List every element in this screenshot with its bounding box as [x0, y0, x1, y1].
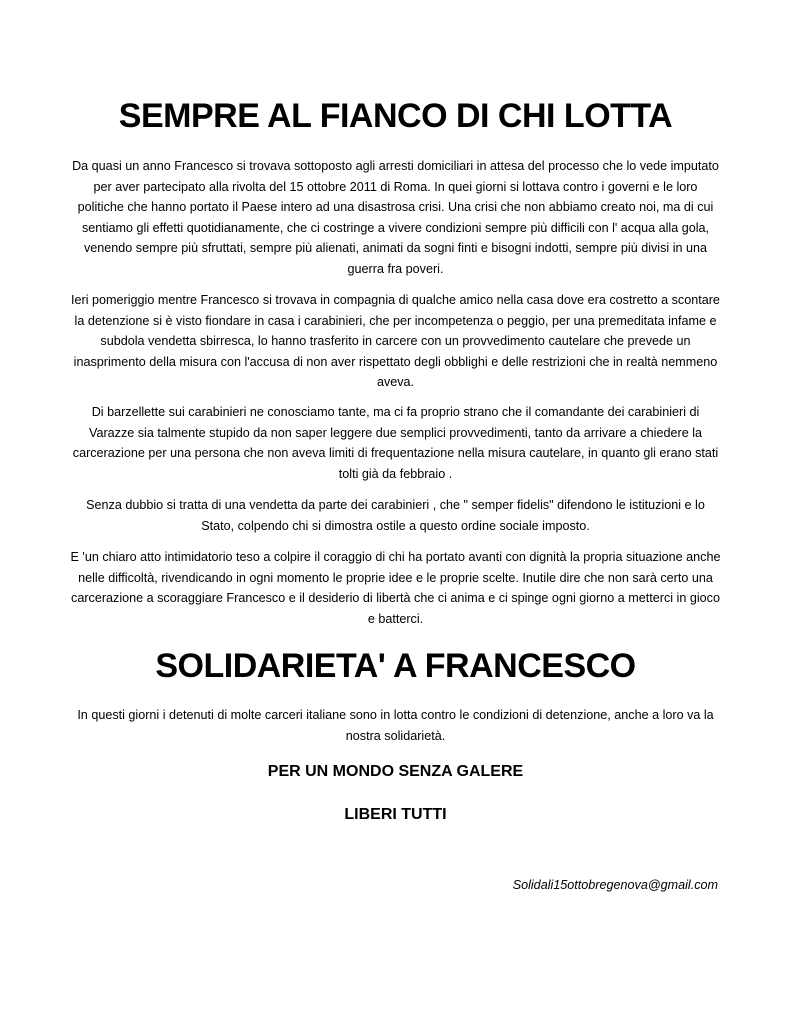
paragraph-4: Senza dubbio si tratta di una vendetta da parte dei carabinieri , che " semper fidelis" difendono le istituzioni e lo Stato, colpendo chi si dimostra ostile a questo ordine sociale imposto. [86, 498, 705, 533]
closing-paragraph: In questi giorni i detenuti di molte carceri italiane sono in lotta contro le condizioni di detenzione, anche a loro va la nostra solidarietà. [77, 708, 714, 743]
paragraph-1: Da quasi un anno Francesco si trovava sottoposto agli arresti domiciliari in attesa del processo che lo vede imputato per aver partecipato alla rivolta del 15 ottobre 2011 di Roma. In quei giorni si lottava contro i governi e le loro politiche che hanno portato il Paese intero ad una disastrosa crisi. Una crisi che non abbiamo creato noi, ma di cui sentiamo gli effetti quotidianamente, che ci costringe a vivere condizioni sempre più difficili con l' acqua alla gola, venendo sempre più sfruttati, sempre più alienati, animati da sogni finti e bisogni indotti, sempre più divisi in una guerra fra poveri. [72, 159, 719, 276]
paragraph-5: E 'un chiaro atto intimidatorio teso a colpire il coraggio di chi ha portato avanti con dignità la propria situazione anche nelle difficoltà, rivendicando in ogni momento le proprie idee e le proprie scelte. Inutile dire che non sarà certo una carcerazione a scoraggiare Francesco e il desiderio di libertà che ci anima e ci spinge ogni giorno a metterci in gioco e batterci. [70, 550, 721, 626]
paragraph-3: Di barzellette sui carabinieri ne conosciamo tante, ma ci fa proprio strano che il comandante dei carabinieri di Varazze sia talmente stupido da non saper leggere due semplici provvedimenti, tanto da arrivare a chiedere la carcerazione per una persona che non aveva limiti di frequentazione nella misura cautelare, in quanto gli erano stati tolti già da febbraio . [72, 405, 719, 481]
page-title: SEMPRE AL FIANCO DI CHI LOTTA [118, 97, 673, 135]
section-title: SOLIDARIETA' A FRANCESCO [155, 647, 636, 685]
slogan-mondo-senza-galere: PER UN MONDO SENZA GALERE [267, 763, 524, 780]
contact-email[interactable]: Solidali15ottobregenova@gmail.com [512, 878, 718, 892]
slogan-liberi-tutti: LIBERI TUTTI [344, 806, 447, 823]
paragraph-2: Ieri pomeriggio mentre Francesco si trovava in compagnia di qualche amico nella casa dove era costretto a scontare la detenzione si è visto fiondare in casa i carabinieri, che per incompetenza o peggio, per una premeditata infame e subdola vendetta sbirresca, lo hanno trasferito in carcere con un provvedimento cautelare che prevede un inasprimento della misura con l'accusa di non aver rispettato degli obblighi e delle restrizioni che in realtà nemmeno aveva. [71, 293, 720, 389]
